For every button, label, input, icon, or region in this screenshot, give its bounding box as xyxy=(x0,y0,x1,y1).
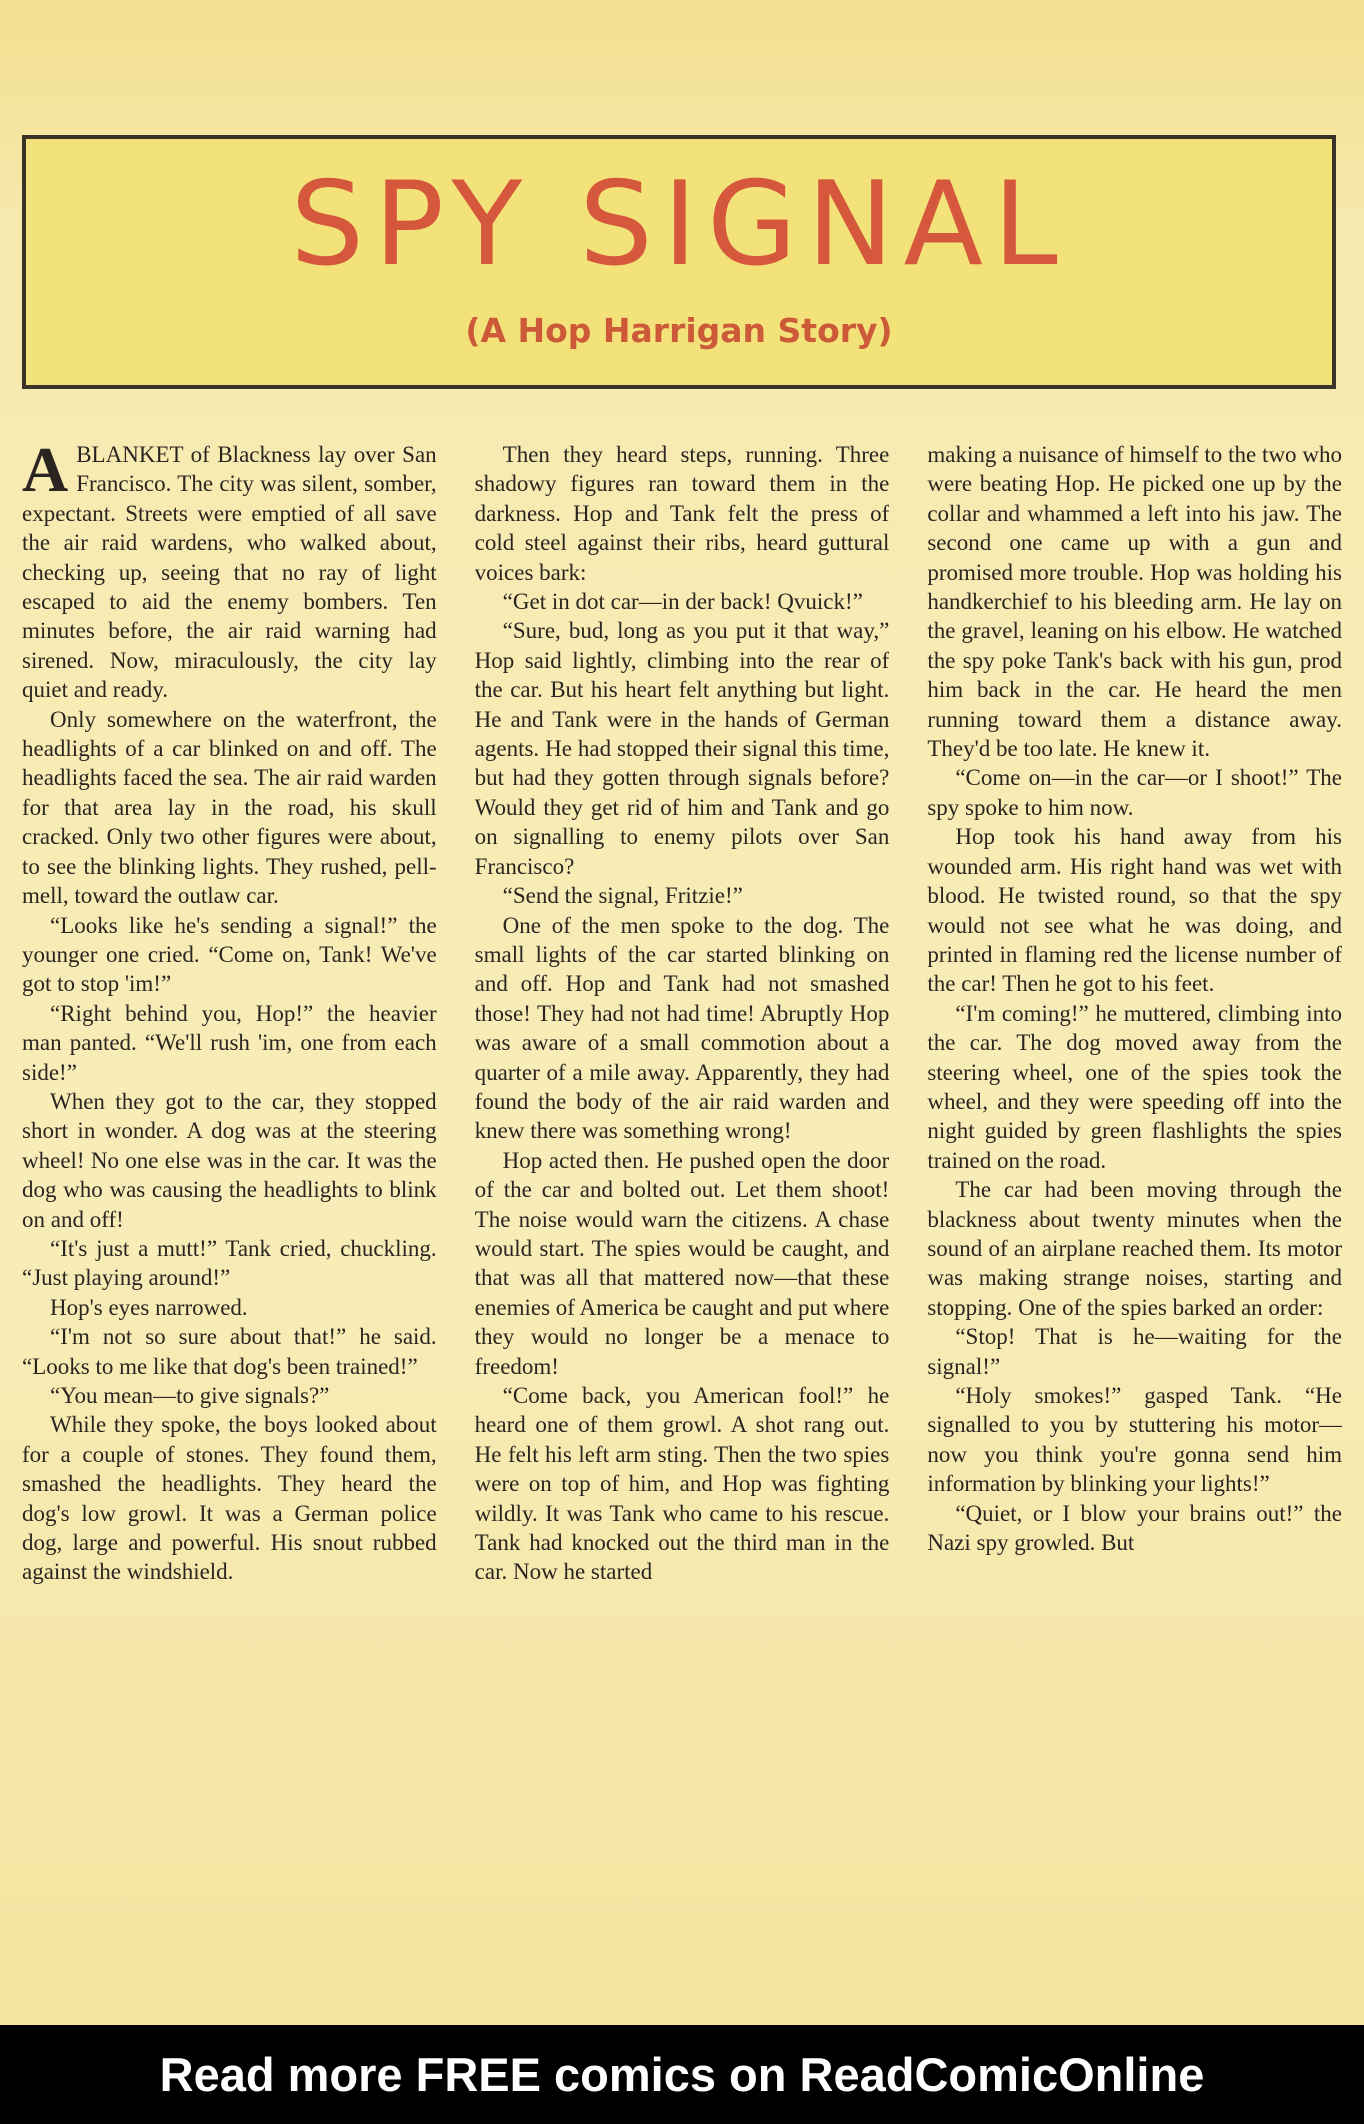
footer-text[interactable]: Read more FREE comics on ReadComicOnline xyxy=(159,2048,1205,2101)
story-paragraph xyxy=(22,1322,437,1381)
story-paragraph xyxy=(475,881,890,910)
paragraph-text: making a nuisance of himself to the two who were beating Hop. He picked one up by the collar and whammed a left into his jaw. The second one came up with a gun and promised more trouble. Hop was holding his handkerchief to his bleeding arm. He lay on the gravel, leaning on his elbow. He watched the spy poke Tank's back with his gun, prod him back in the car. He heard the men running toward them a distance away. They'd be too late. He knew it. xyxy=(927,442,1343,762)
story-paragraph xyxy=(22,1381,437,1410)
paragraph-text: “Stop! That is he—waiting for the signal!” xyxy=(927,1324,1343,1379)
story-paragraph xyxy=(22,1293,437,1322)
paragraph-text: “Send the signal, Fritzie!” xyxy=(502,883,743,909)
story-paragraph xyxy=(927,1322,1342,1381)
text-column-1 xyxy=(22,440,437,1970)
story-paragraph xyxy=(22,911,437,999)
story-paragraph xyxy=(927,1499,1342,1558)
paragraph-text: Then they heard steps, running. Three shadowy figures ran toward them in the darkness. Hop and Tank felt the press of cold steel against their ribs, heard guttural voices bark: xyxy=(474,442,890,585)
paragraph-text: “It's just a mutt!” Tank cried, chuckling. “Just playing around!” xyxy=(22,1235,437,1291)
story-title: SPY SIGNAL xyxy=(290,157,1068,292)
title-banner xyxy=(22,135,1336,389)
story-paragraph xyxy=(22,1234,437,1293)
story-subtitle: (A Hop Harrigan Story) xyxy=(465,311,893,350)
paragraph-text: “Get in dot car—in der back! Qvuick!” xyxy=(502,589,863,615)
story-paragraph xyxy=(22,1410,437,1586)
paragraph-text: Hop acted then. He pushed open the door of the car and bolted out. Let them shoot! The noise would warn the citizens. A chase would start. The spies would be caught, and that was all that mattered now—that these enemies of America be caught and put where they would no longer be a menace to freedom! xyxy=(474,1147,890,1379)
paragraph-text: One of the men spoke to the dog. The small lights of the car started blinking on and off. Hop and Tank had not smashed those! They had not had time! Abruptly Hop was aware of a small commotion about a quarter of a mile away. Apparently, they had found the body of the air raid warden and knew there was something wrong! xyxy=(474,912,890,1144)
story-paragraph xyxy=(927,822,1342,998)
paragraph-text: BLANKET of Blackness lay over San Francisco. The city was silent, somber, expectant. Streets were emptied of all save the air raid wardens, who walked about, checking up, seeing that no ray of light escaped to aid the enemy bombers. Ten minutes before, the air raid warning had sirened. Now, miraculously, the city lay quiet and ready. xyxy=(22,442,437,703)
story-paragraph xyxy=(475,587,890,616)
promo-footer[interactable] xyxy=(0,2025,1364,2124)
paragraph-text: Hop's eyes narrowed. xyxy=(50,1294,248,1320)
story-paragraph xyxy=(927,1381,1342,1499)
story-paragraph xyxy=(927,1175,1342,1322)
paragraph-text: While they spoke, the boys looked about for a couple of stones. They found them, smashed the headlights. They heard the dog's low growl. It was a German police dog, large and powerful. His snout rubbed against the windshield. xyxy=(22,1412,437,1585)
paragraph-text: When they got to the car, they stopped short in wonder. A dog was at the steering wheel! No one else was in the car. It was the dog who was causing the headlights to blink on and off! xyxy=(22,1088,437,1232)
story-paragraph xyxy=(927,763,1342,822)
text-column-3 xyxy=(927,440,1342,1970)
story-paragraph xyxy=(475,1381,890,1587)
paragraph-text: “Come on—in the car—or I shoot!” The spy spoke to him now. xyxy=(927,765,1343,820)
paragraph-text: The car had been moving through the blackness about twenty minutes when the sound of an airplane reached them. Its motor was making strange noises, starting and stopping. One of the spies barked an order: xyxy=(927,1177,1343,1320)
paragraph-text: “Right behind you, Hop!” the heavier man panted. “We'll rush 'im, one from each side!” xyxy=(22,1000,437,1085)
paragraph-text: “I'm coming!” he muttered, climbing into the car. The dog moved away from the steering wheel, one of the spies took the wheel, and they were speeding off into the night guided by green flashlights the spies trained on the road. xyxy=(927,1000,1343,1173)
paragraph-text: “Sure, bud, long as you put it that way,” Hop said lightly, climbing into the rear of the car. But his heart felt anything but light. He and Tank were in the hands of German agents. He had stopped their signal this time, but had they gotten through signals before? Would they get rid of him and Tank and go on signalling to enemy pilots over San Francisco? xyxy=(474,618,890,879)
story-paragraph xyxy=(475,1146,890,1381)
story-paragraph xyxy=(22,1087,437,1234)
text-column-2 xyxy=(475,440,890,1970)
story-paragraph xyxy=(475,440,890,587)
paragraph-text: “Quiet, or I blow your brains out!” the Nazi spy growled. But xyxy=(927,1500,1343,1556)
paragraph-text: Only somewhere on the waterfront, the headlights of a car blinked on and off. The headlights faced the sea. The air raid warden for that area lay in the road, his skull cracked. Only two other figures were about, to see the blinking lights. They rushed, pell-mell, toward the outlaw car. xyxy=(22,706,437,909)
story-paragraph xyxy=(22,999,437,1087)
paragraph-text: “Looks like he's sending a signal!” the younger one cried. “Come on, Tank! We've got to stop 'im!” xyxy=(22,912,437,997)
paragraph-text: “Holy smokes!” gasped Tank. “He signalled to you by stuttering his motor—now you think you're gonna send him information by blinking your lights!” xyxy=(927,1383,1343,1497)
story-paragraph xyxy=(927,999,1342,1175)
paragraph-text: “You mean—to give signals?” xyxy=(50,1383,330,1408)
story-paragraph xyxy=(475,616,890,881)
story-paragraph xyxy=(475,911,890,1146)
paragraph-text: “I'm not so sure about that!” he said. “Looks to me like that dog's been trained!” xyxy=(22,1324,437,1379)
story-paragraph xyxy=(927,440,1342,763)
paragraph-text: Hop took his hand away from his wounded arm. His right hand was wet with blood. He twisted round, so that the spy would not see what he was doing, and printed in flaming red the license number of the car! Then he got to his feet. xyxy=(927,824,1343,997)
paragraph-text: “Come back, you American fool!” he heard one of them growl. A shot rang out. He felt his left arm sting. Then the two spies were on top of him, and Hop was fighting wildly. It was Tank who came to his rescue. Tank had knocked out the third man in the car. Now he started xyxy=(474,1383,890,1585)
story-paragraph xyxy=(22,440,437,705)
story-paragraph xyxy=(22,705,437,911)
story-columns xyxy=(22,440,1342,1970)
drop-cap: A xyxy=(22,440,69,505)
